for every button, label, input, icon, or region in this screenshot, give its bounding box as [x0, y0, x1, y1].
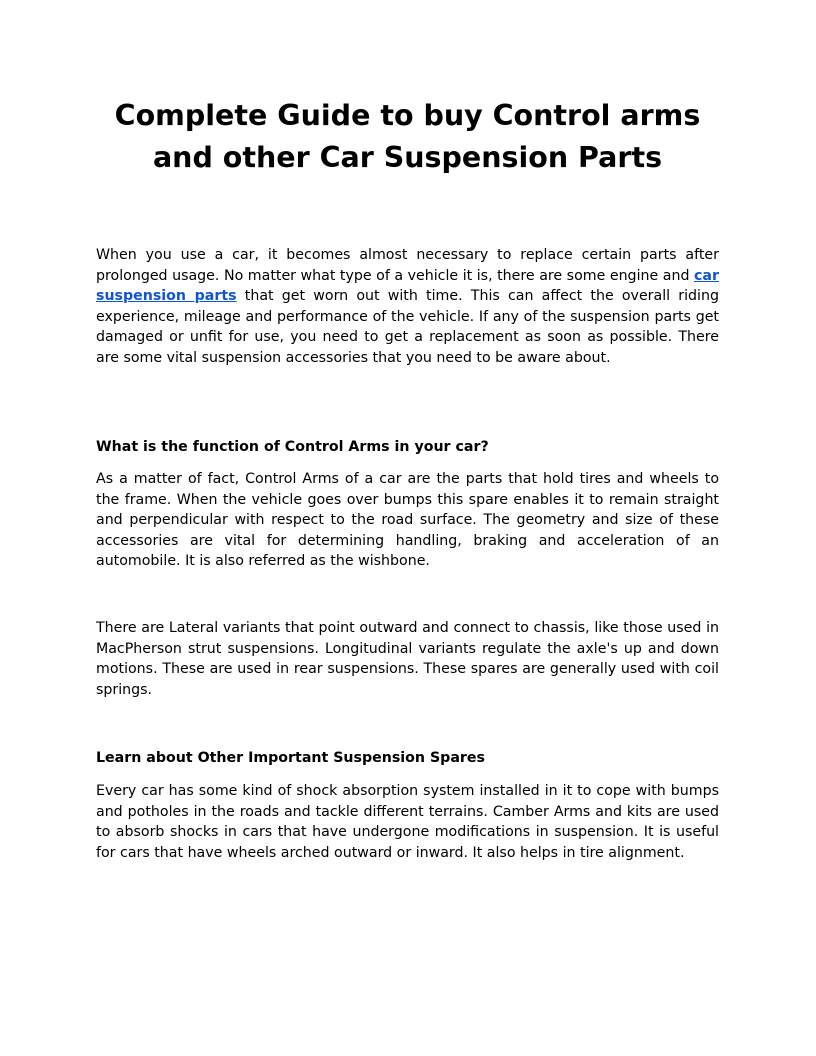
- intro-text-after-link: that get worn out with time. This can affect the overall riding experience, mileage and performance of the vehicle. If any of the suspension parts get damaged or unfit for use, you need to get a replacement as soon as possible. There are some vital suspension accessories that you need to be aware about.: [96, 288, 719, 366]
- page-title: [76, 95, 739, 179]
- section-heading-suspension-spares: Learn about Other Important Suspension Spares: [96, 750, 485, 766]
- section-heading-control-arms: What is the function of Control Arms in your car?: [96, 439, 489, 455]
- intro-text-before-link: When you use a car, it becomes almost necessary to replace certain parts after prolonged usage. No matter what type of a vehicle it is, there are some engine and: [96, 247, 719, 284]
- intro-paragraph: [96, 245, 719, 368]
- control-arms-paragraph: As a matter of fact, Control Arms of a car are the parts that hold tires and wheels to the frame. When the vehicle goes over bumps this spare enables it to remain straight and perpendicular with respect to the road surface. The geometry and size of these accessories are vital for determining handling, braking and acceleration of an automobile. It is also referred as the wishbone.: [96, 471, 719, 569]
- title-line-2: and other Car Suspension Parts: [152, 141, 663, 174]
- title-line-1: Complete Guide to buy Control arms: [114, 99, 701, 132]
- car-suspension-parts-link[interactable]: car suspension parts: [96, 267, 719, 304]
- control-arms-variants-paragraph: There are Lateral variants that point outward and connect to chassis, like those used in MacPherson strut suspensions. Longitudinal variants regulate the axle's up and down motions. These are used in rear suspensions. These spares are generally used with coil springs.: [96, 620, 719, 698]
- suspension-spares-paragraph: Every car has some kind of shock absorption system installed in it to cope with bumps and potholes in the roads and tackle different terrains. Camber Arms and kits are used to absorb shocks in cars that have undergone modifications in suspension. It is useful for cars that have wheels arched outward or inward. It also helps in tire alignment.: [96, 783, 719, 861]
